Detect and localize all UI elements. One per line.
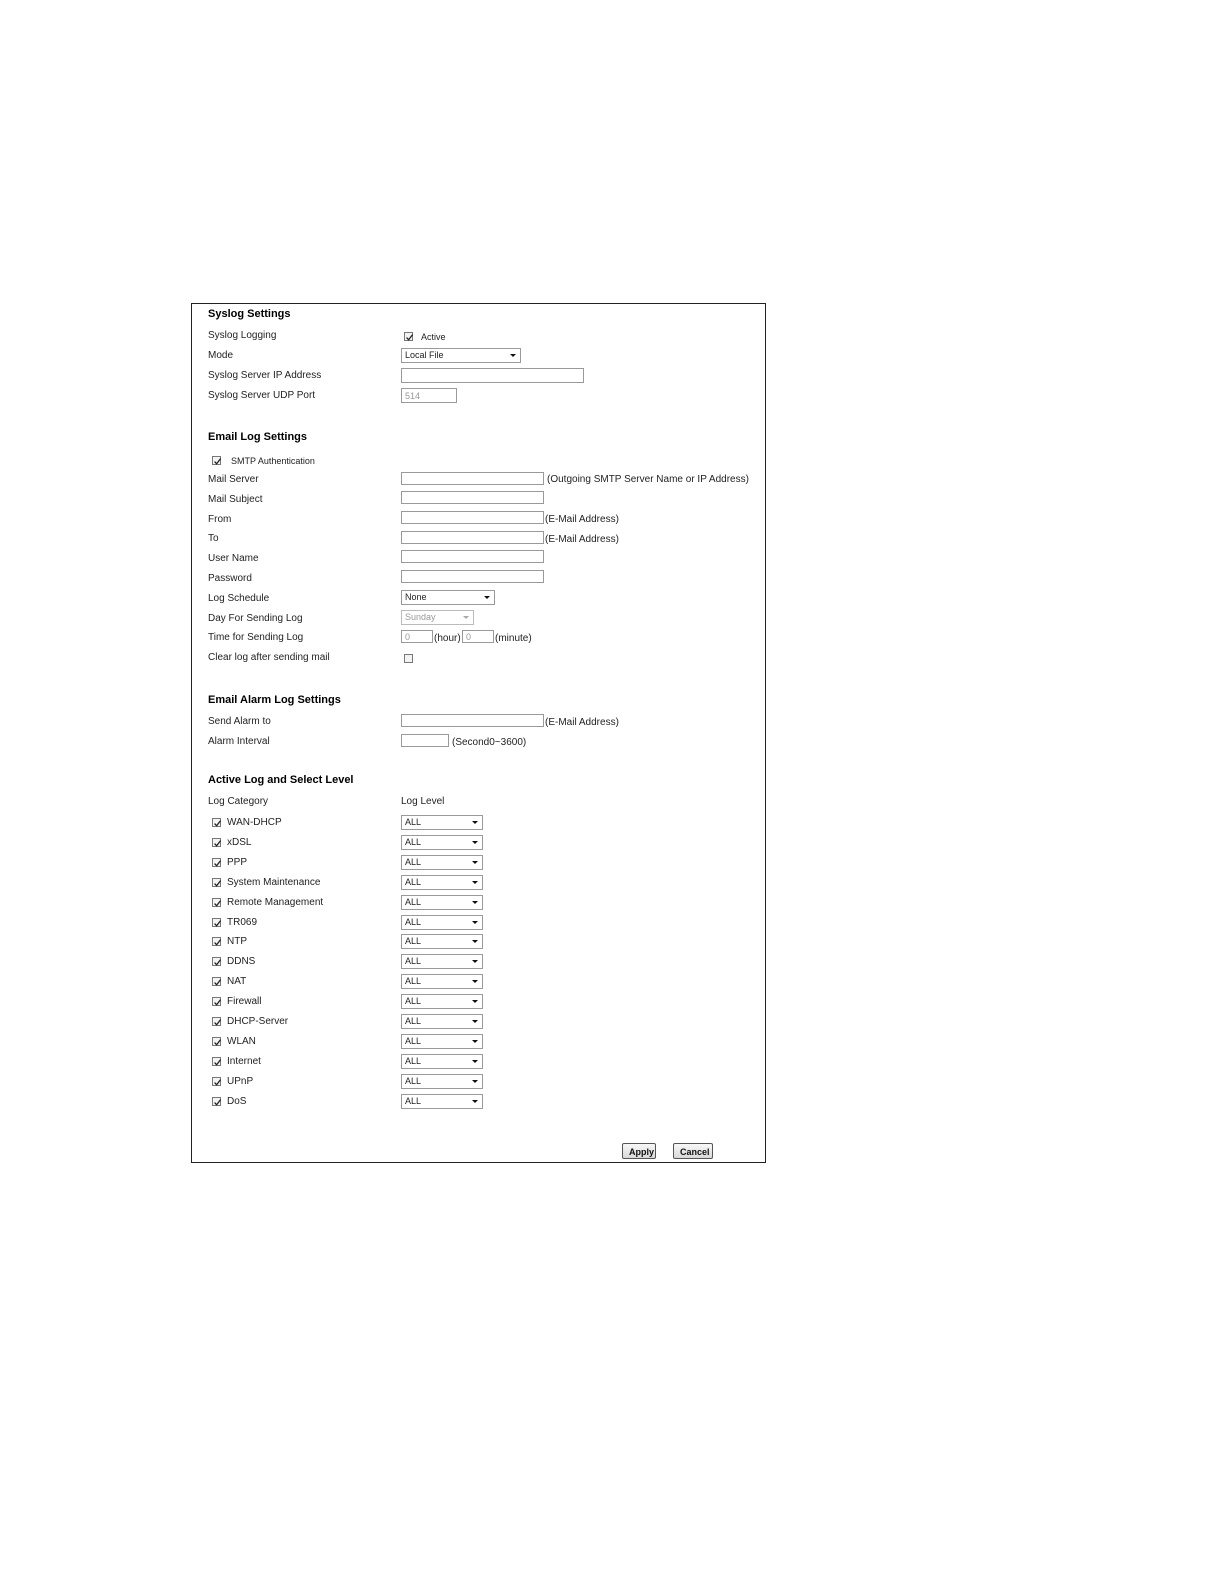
log-level-select[interactable] (401, 1074, 483, 1089)
mail-subject-input[interactable] (401, 491, 544, 504)
chevron-down-icon (472, 861, 478, 864)
day-for-sending-log-value: Sunday (405, 612, 436, 622)
log-schedule-select[interactable] (401, 590, 495, 605)
mail-server-input[interactable] (401, 472, 544, 485)
to-hint: (E-Mail Address) (545, 534, 619, 545)
log-level-value: ALL (405, 917, 422, 927)
log-category-label: TR069 (227, 917, 258, 928)
mode-label: Mode (208, 350, 234, 361)
chevron-down-icon (463, 616, 469, 619)
chevron-down-icon (510, 354, 516, 357)
log-category-checkbox[interactable] (212, 997, 221, 1006)
log-category-label: NTP (227, 936, 247, 947)
log-schedule-label: Log Schedule (208, 593, 270, 604)
log-level-value: ALL (405, 1096, 422, 1106)
minute-input[interactable] (462, 630, 494, 643)
cancel-button[interactable]: Cancel (673, 1143, 713, 1159)
chevron-down-icon (472, 901, 478, 904)
checkmark-icon (213, 1058, 222, 1067)
log-level-select[interactable] (401, 994, 483, 1009)
to-input[interactable] (401, 531, 544, 544)
email-log-settings-heading: Email Log Settings (208, 431, 308, 443)
log-level-value: ALL (405, 956, 422, 966)
log-category-checkbox[interactable] (212, 918, 221, 927)
syslog-server-ip-label: Syslog Server IP Address (208, 370, 322, 381)
log-level-select[interactable] (401, 1094, 483, 1109)
alarm-interval-label: Alarm Interval (208, 736, 270, 747)
log-schedule-value: None (405, 592, 427, 602)
chevron-down-icon (484, 596, 490, 599)
log-level-select[interactable] (401, 815, 483, 830)
log-category-label: PPP (227, 857, 248, 868)
log-level-header: Log Level (401, 796, 445, 807)
log-level-value: ALL (405, 897, 422, 907)
log-category-label: DoS (227, 1096, 247, 1107)
chevron-down-icon (472, 1020, 478, 1023)
checkmark-icon (213, 859, 222, 868)
log-level-value: ALL (405, 976, 422, 986)
user-name-input[interactable] (401, 550, 544, 563)
checkmark-icon (405, 333, 414, 342)
log-category-checkbox[interactable] (212, 1037, 221, 1046)
smtp-auth-checkbox[interactable] (212, 456, 221, 465)
checkmark-icon (213, 457, 222, 466)
checkmark-icon (213, 839, 222, 848)
log-level-value: ALL (405, 936, 422, 946)
log-category-checkbox[interactable] (212, 898, 221, 907)
log-level-value: ALL (405, 1076, 422, 1086)
from-label: From (208, 514, 232, 525)
email-alarm-log-settings-heading: Email Alarm Log Settings (208, 694, 341, 706)
mode-select[interactable] (401, 348, 521, 363)
log-category-checkbox[interactable] (212, 1097, 221, 1106)
chevron-down-icon (472, 1040, 478, 1043)
user-name-label: User Name (208, 553, 259, 564)
log-level-select[interactable] (401, 954, 483, 969)
active-log-heading: Active Log and Select Level (208, 774, 354, 786)
send-alarm-to-input[interactable] (401, 714, 544, 727)
checkmark-icon (213, 1038, 222, 1047)
log-category-checkbox[interactable] (212, 977, 221, 986)
checkmark-icon (213, 998, 222, 1007)
log-category-header: Log Category (208, 796, 269, 807)
from-input[interactable] (401, 511, 544, 524)
log-level-value: ALL (405, 817, 422, 827)
apply-button[interactable]: Apply (622, 1143, 656, 1159)
log-level-select[interactable] (401, 1054, 483, 1069)
clear-log-label: Clear log after sending mail (208, 652, 330, 663)
chevron-down-icon (472, 1060, 478, 1063)
syslog-udp-port-label: Syslog Server UDP Port (208, 390, 316, 401)
log-level-select[interactable] (401, 974, 483, 989)
log-category-label: WAN-DHCP (227, 817, 282, 828)
checkmark-icon (213, 1098, 222, 1107)
syslog-udp-port-input[interactable] (401, 388, 457, 403)
syslog-logging-label: Syslog Logging (208, 330, 277, 341)
log-level-select[interactable] (401, 915, 483, 930)
log-category-label: DHCP-Server (227, 1016, 289, 1027)
chevron-down-icon (472, 940, 478, 943)
log-level-value: ALL (405, 857, 422, 867)
chevron-down-icon (472, 1080, 478, 1083)
password-input[interactable] (401, 570, 544, 583)
syslog-server-ip-input[interactable] (401, 368, 584, 383)
chevron-down-icon (472, 881, 478, 884)
chevron-down-icon (472, 921, 478, 924)
checkmark-icon (213, 819, 222, 828)
log-category-checkbox[interactable] (212, 1017, 221, 1026)
log-category-checkbox[interactable] (212, 937, 221, 946)
log-level-value: ALL (405, 1016, 422, 1026)
log-level-select[interactable] (401, 1014, 483, 1029)
smtp-auth-label: SMTP Authentication (231, 456, 315, 466)
log-category-checkbox[interactable] (212, 957, 221, 966)
log-category-label: Internet (227, 1056, 261, 1067)
checkmark-icon (213, 1078, 222, 1087)
time-for-sending-log-label: Time for Sending Log (208, 632, 304, 643)
mail-server-label: Mail Server (208, 474, 259, 485)
chevron-down-icon (472, 1100, 478, 1103)
log-level-select[interactable] (401, 835, 483, 850)
log-category-label: Firewall (227, 996, 262, 1007)
chevron-down-icon (472, 1000, 478, 1003)
minute-unit: (minute) (495, 633, 532, 644)
log-level-value: ALL (405, 877, 422, 887)
log-category-label: NAT (227, 976, 247, 987)
log-level-value: ALL (405, 1056, 422, 1066)
syslog-settings-heading: Syslog Settings (208, 308, 291, 320)
log-level-select[interactable] (401, 875, 483, 890)
log-category-checkbox[interactable] (212, 878, 221, 887)
checkmark-icon (213, 938, 222, 947)
chevron-down-icon (472, 841, 478, 844)
checkmark-icon (213, 978, 222, 987)
log-level-select[interactable] (401, 895, 483, 910)
log-category-label: System Maintenance (227, 877, 321, 888)
clear-log-checkbox[interactable] (404, 654, 413, 663)
log-level-select[interactable] (401, 855, 483, 870)
log-category-checkbox[interactable] (212, 1077, 221, 1086)
send-alarm-to-label: Send Alarm to (208, 716, 271, 727)
to-label: To (208, 533, 219, 544)
day-for-sending-log-label: Day For Sending Log (208, 613, 303, 624)
syslog-active-label: Active (421, 332, 446, 342)
log-category-label: xDSL (227, 837, 252, 848)
hour-input[interactable] (401, 630, 433, 643)
log-level-value: ALL (405, 1036, 422, 1046)
hour-unit: (hour) (434, 633, 461, 644)
log-level-value: ALL (405, 837, 422, 847)
checkmark-icon (213, 879, 222, 888)
checkmark-icon (213, 958, 222, 967)
log-category-checkbox[interactable] (212, 818, 221, 827)
syslog-active-checkbox[interactable] (404, 332, 413, 341)
log-category-checkbox[interactable] (212, 858, 221, 867)
checkmark-icon (213, 899, 222, 908)
log-level-value: ALL (405, 996, 422, 1006)
log-level-select[interactable] (401, 934, 483, 949)
chevron-down-icon (472, 980, 478, 983)
log-category-label: Remote Management (227, 897, 324, 908)
log-category-checkbox[interactable] (212, 1057, 221, 1066)
mail-subject-label: Mail Subject (208, 494, 263, 505)
log-category-checkbox[interactable] (212, 838, 221, 847)
mail-server-hint: (Outgoing SMTP Server Name or IP Address) (547, 474, 749, 485)
chevron-down-icon (472, 960, 478, 963)
day-for-sending-log-select[interactable] (401, 610, 474, 625)
checkmark-icon (213, 1018, 222, 1027)
checkmark-icon (213, 919, 222, 928)
log-category-label: WLAN (227, 1036, 256, 1047)
log-category-label: UPnP (227, 1076, 254, 1087)
alarm-interval-hint: (Second0~3600) (452, 737, 527, 748)
send-alarm-to-hint: (E-Mail Address) (545, 717, 619, 728)
alarm-interval-input[interactable] (401, 734, 449, 747)
mode-select-value: Local File (405, 350, 444, 360)
from-hint: (E-Mail Address) (545, 514, 619, 525)
password-label: Password (208, 573, 252, 584)
log-category-label: DDNS (227, 956, 256, 967)
chevron-down-icon (472, 821, 478, 824)
log-level-select[interactable] (401, 1034, 483, 1049)
